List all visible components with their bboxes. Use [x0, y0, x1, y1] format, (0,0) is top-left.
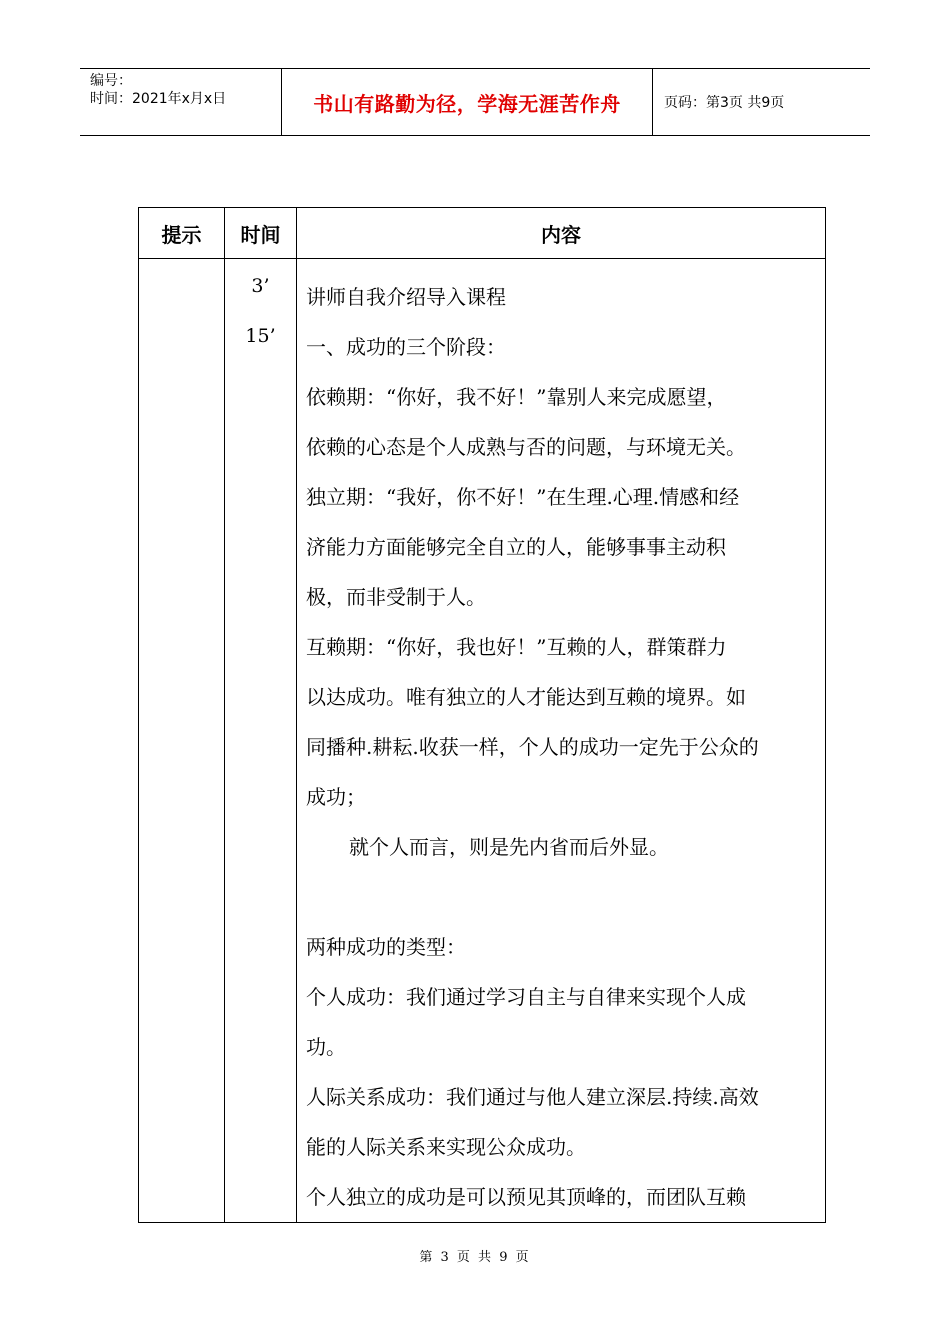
table-header-row [139, 208, 826, 259]
time-value: 3’ [251, 275, 270, 297]
page-footer: 第 3 页 共 9 页 [419, 1250, 531, 1265]
content-line: 成功； [306, 785, 366, 809]
lesson-table [138, 207, 826, 1223]
content-line: 互赖期：“你好，我也好！”互赖的人，群策群力 [306, 635, 727, 659]
content-line: 个人独立的成功是可以预见其顶峰的，而团队互赖 [306, 1185, 746, 1209]
header-hint: 提示 [139, 208, 225, 259]
serial-label: 编号： [90, 73, 132, 89]
date-line: 时间：2021年x月x日 [90, 91, 227, 107]
hint-cell [139, 259, 225, 1223]
header-page-cell [653, 69, 870, 135]
content-line: 济能力方面能够完全自立的人，能够事事主动积 [306, 535, 726, 559]
content-line: 讲师自我介绍导入课程 [306, 285, 506, 309]
content-line: 个人成功：我们通过学习自主与自律来实现个人成 [306, 985, 746, 1009]
time-value: 15’ [245, 325, 276, 347]
content-line: 一、成功的三个阶段： [306, 335, 506, 359]
content-line: 依赖期：“你好，我不好！”靠别人来完成愿望， [306, 385, 727, 409]
content-line: 独立期：“我好，你不好！”在生理.心理.情感和经 [306, 485, 740, 509]
content-cell [297, 259, 826, 1223]
header-motto-cell [282, 69, 653, 135]
time-cell [225, 259, 297, 1223]
page-header [80, 68, 870, 136]
motto-text: 书山有路勤为径，学海无涯苦作舟 [313, 91, 621, 116]
content-line: 能的人际关系来实现公众成功。 [306, 1135, 586, 1159]
blank-line [306, 872, 817, 922]
table-body-row [139, 259, 826, 1223]
content-line: 就个人而言，则是先内省而后外显。 [349, 835, 669, 859]
header-meta-cell [80, 69, 282, 135]
header-time: 时间 [225, 208, 297, 259]
page-info: 页码：第3页 共9页 [664, 95, 785, 111]
content-line: 极，而非受制于人。 [306, 585, 486, 609]
content-line: 同播种.耕耘.收获一样，个人的成功一定先于公众的 [306, 735, 759, 759]
content-line: 两种成功的类型： [306, 935, 466, 959]
content-line: 功。 [306, 1035, 346, 1059]
content-line: 人际关系成功：我们通过与他人建立深层.持续.高效 [306, 1085, 759, 1109]
header-content: 内容 [297, 208, 826, 259]
content-line: 依赖的心态是个人成熟与否的问题，与环境无关。 [306, 435, 746, 459]
content-line: 以达成功。唯有独立的人才能达到互赖的境界。如 [306, 685, 746, 709]
